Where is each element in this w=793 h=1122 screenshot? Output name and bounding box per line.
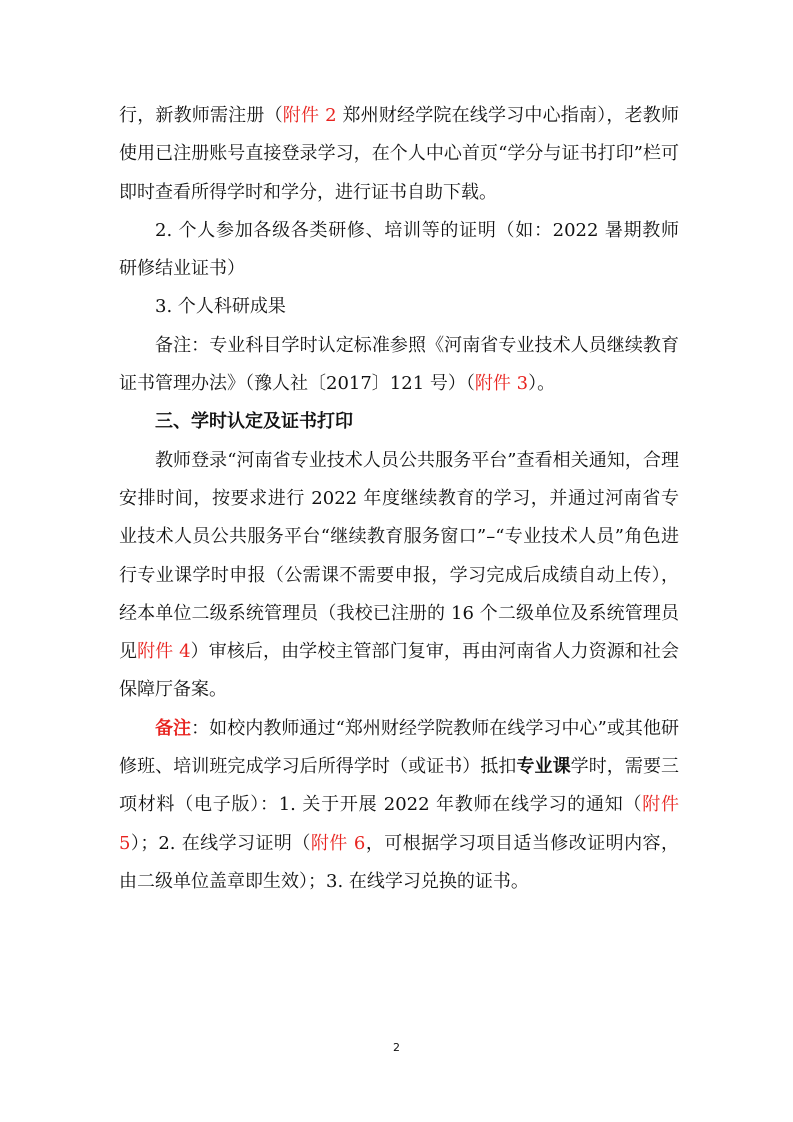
page-number: 2 bbox=[393, 1041, 400, 1054]
bold-professional-course: 专业课 bbox=[516, 756, 571, 778]
attachment-5-link[interactable]: 附件 5 bbox=[119, 794, 679, 854]
note-label: 备注 bbox=[155, 717, 192, 739]
paragraph-hours-procedure: 教师登录“河南省专业技术人员公共服务平台”查看相关通知，合理安排时间，按要求进行 2022 年度继续教育的学习，并通过河南省专业技术人员公共服务平台“继续教育服务窗口”–“专业技术人员”角色进行专业课学时申报（公需课不需要申报，学习完成后成绩自动上传），经本单位二级系统管理员（我校已注册的 16 个二级单位及系统管理员见附件 4）审核后，由学校主管部门复审，再由河南省人力资源和社会保障厅备案。 bbox=[119, 449, 679, 701]
section-heading: 三、学时认定及证书打印 bbox=[155, 411, 353, 433]
paragraph-note-standard: 备注：专业科目学时认定标准参照《河南省专业技术人员继续教育证书管理办法》（豫人社〔2017〕121 号）（附件 3）。 bbox=[119, 334, 679, 395]
paragraph-registration: 行，新教师需注册（附件 2 郑州财经学院在线学习中心指南），老教师使用已注册账号直接登录学习，在个人中心首页“学分与证书打印”栏可即时查看所得学时和学分，进行证书自助下载。 bbox=[119, 105, 679, 203]
attachment-3-link[interactable]: 附件 3 bbox=[474, 373, 529, 395]
attachment-2-link[interactable]: 附件 2 bbox=[282, 105, 337, 126]
attachment-4-link[interactable]: 附件 4 bbox=[137, 641, 191, 663]
document-body bbox=[119, 97, 679, 901]
paragraph-note-materials: 备注：如校内教师通过“郑州财经学院教师在线学习中心”或其他研修班、培训班完成学习后所得学时（或证书）抵扣专业课学时，需要三项材料（电子版）：1. 关于开展 2022 年教师在线学习的通知（附件 5）；2. 在线学习证明（附件 6，可根据学习项目适当修改证明内容，由二级单位盖章即生效）；3. 在线学习兑换的证书。 bbox=[119, 717, 680, 892]
attachment-6-link[interactable]: 附件 6 bbox=[310, 832, 366, 854]
paragraph-research: 3. 个人科研成果 bbox=[155, 296, 286, 318]
paragraph-training-proof: 2. 个人参加各级各类研修、培训等的证明（如：2022 暑期教师研修结业证书） bbox=[119, 219, 679, 280]
